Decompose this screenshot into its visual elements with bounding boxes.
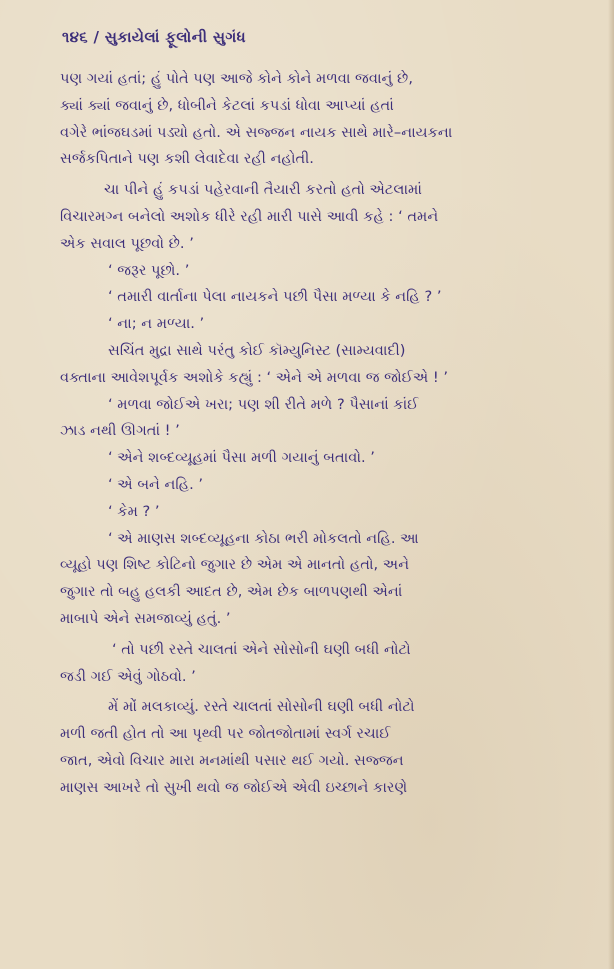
text-line: સચિંત મુદ્રા સાથે પરંતુ કોઈ કૉમ્યુનિસ્ટ (સામ્યવાદી) <box>108 341 406 359</box>
running-header: ૧૪૬ / સુકાયેલાં ફૂલોની સુગંધ <box>62 28 246 46</box>
text-line: જુગાર તો બહુ હલકી આદત છે, એમ છેક બાળપણથી એનાં <box>60 583 403 601</box>
page-edge-shadow <box>608 0 614 969</box>
text-line: ઝાડ નથી ઊગતાં ! ’ <box>60 422 180 440</box>
text-line: ‘ એને શબ્દવ્યૂહમાં પૈસા મળી ગયાનું બતાવો. ’ <box>108 449 375 467</box>
text-line: ‘ એ બને નહિ. ’ <box>108 475 204 493</box>
text-line: માણસ આખરે તો સુખી થવો જ જોઈએ એવી ઇચ્છાને કારણે <box>60 778 408 796</box>
text-line: ‘ તમારી વાર્તાના પેલા નાયકને પછી પૈસા મળ્યા કે નહિ ? ’ <box>108 288 442 306</box>
text-line: વક્તાના આવેશપૂર્વક અશોકે કહ્યું : ‘ એને એ મળવા જ જોઈએ ! ’ <box>60 368 449 386</box>
text-line: મેં મોં મલકાવ્યું. રસ્તે ચાલતાં સોસોની ઘણી બધી નોટો <box>108 698 415 716</box>
text-line: ‘ કેમ ? ’ <box>108 502 160 520</box>
text-line: વગેરે ભાંજઘડમાં પડ્યો હતો. એ સજ્જન નાયક સાથે મારે–નાયકના <box>60 123 453 141</box>
text-line: પણ ગયાં હતાં; હું પોતે પણ આજે કોને કોને મળવા જવાનું છે, <box>60 70 413 87</box>
text-line: ‘ ના; ન મળ્યા. ’ <box>108 315 205 333</box>
text-line: વ્યૂહો પણ શિષ્ટ કોટિનો જુગાર છે એમ એ માનતો હતો, અને <box>60 556 410 574</box>
text-line: સર્જકપિતાને પણ કશી લેવાદેવા રહી નહોતી. <box>60 150 314 168</box>
text-line: ચા પીને હું કપડાં પહેરવાની તૈયારી કરતો હતો એટલામાં <box>104 181 422 199</box>
text-line: ‘ જરૂર પૂછો. ’ <box>108 261 190 279</box>
text-line: એક સવાલ પૂછવો છે. ’ <box>60 234 194 252</box>
text-line: માબાપે એને સમજાવ્યું હતું. ’ <box>60 609 231 627</box>
text-line: ‘ તો પછી રસ્તે ચાલતાં એને સોસોની ઘણી બધી નોટો <box>112 640 411 658</box>
text-line: મળી જતી હોત તો આ પૃથ્વી પર જોતજોતામાં સ્વર્ગ રચાઈ <box>60 725 391 743</box>
text-line: જડી ગઈ એવું ગોઠવો. ’ <box>60 667 196 685</box>
text-line: વિચારમગ્ન બનેલો અશોક ધીરે રહી મારી પાસે આવી કહે : ‘ તમને <box>60 207 439 225</box>
text-line: જાત, એવો વિચાર મારા મનમાંથી પસાર થઈ ગયો. સજ્જન <box>60 751 404 769</box>
text-line: ‘ મળવા જોઈએ ખરા; પણ શી રીતે મળે ? પૈસાનાં કાંઈ <box>108 395 419 413</box>
page-body <box>60 66 580 802</box>
text-line: ક્યાં ક્યાં જવાનું છે, ધોબીને કેટલાં કપડાં ધોવા આપ્યાં હતાં <box>60 96 394 114</box>
text-line: ‘ એ માણસ શબ્દવ્યૂહના કોઠા ભરી મોકલતો નહિ. આ <box>108 529 419 547</box>
